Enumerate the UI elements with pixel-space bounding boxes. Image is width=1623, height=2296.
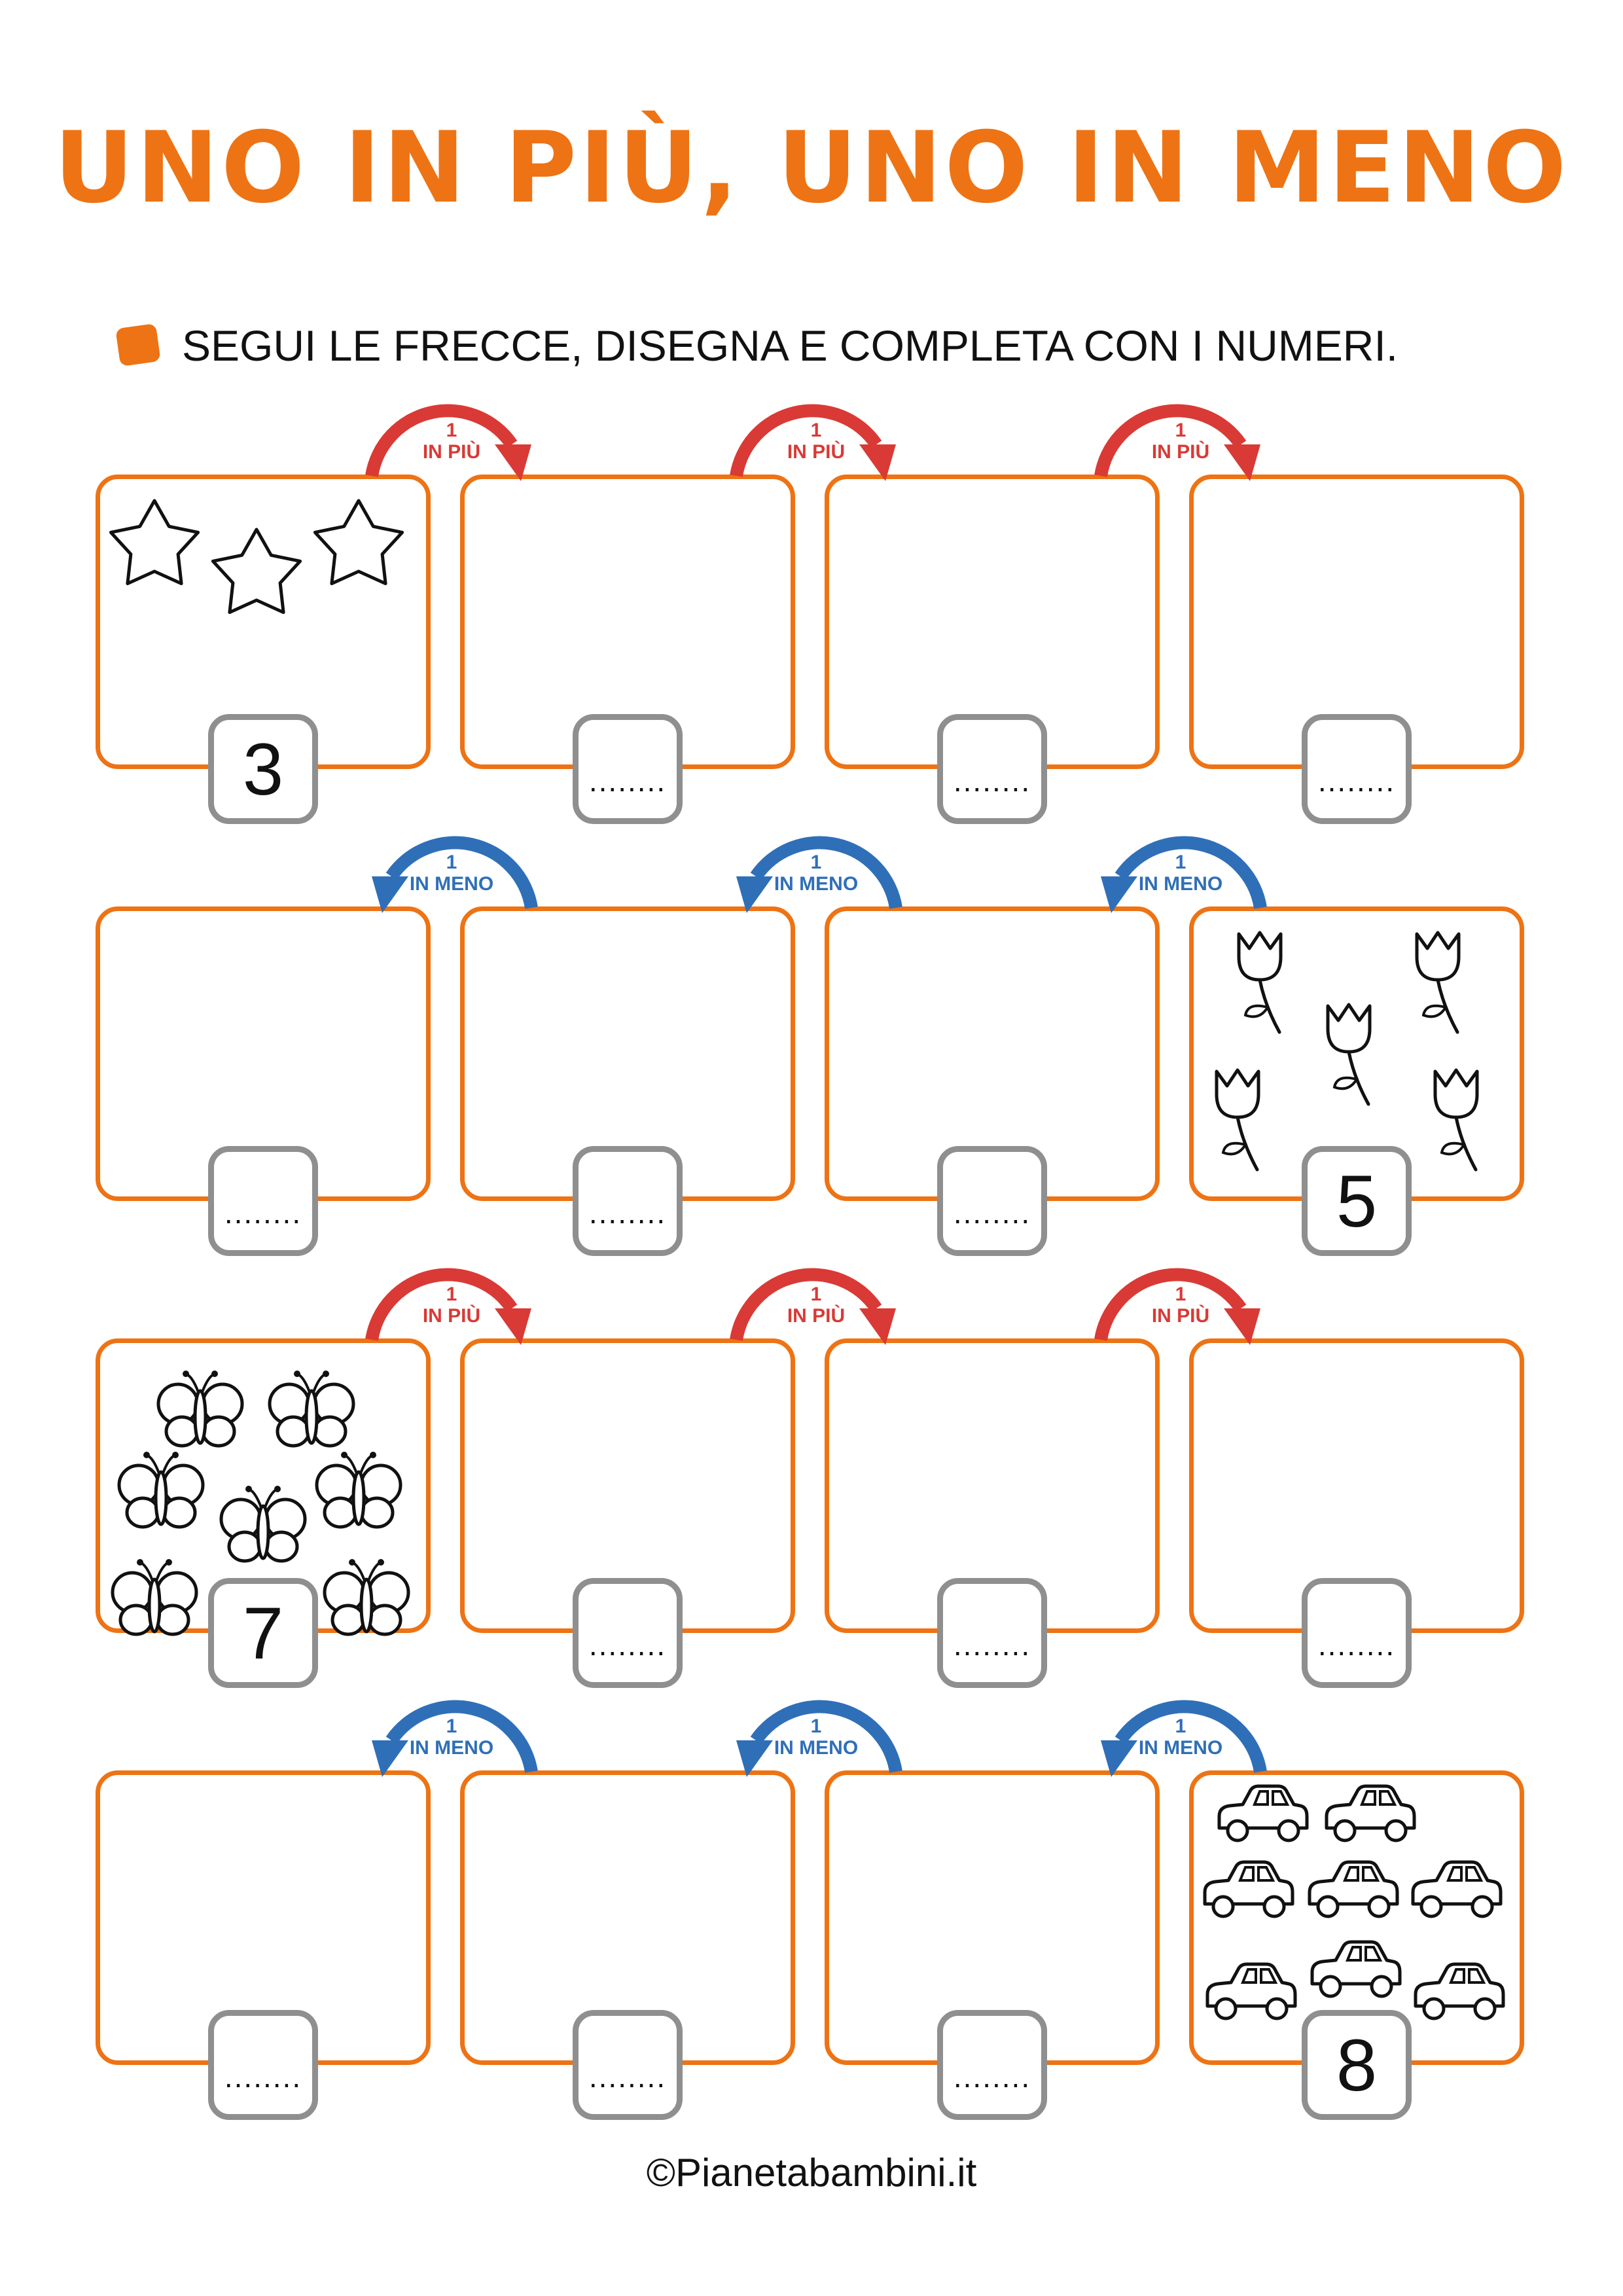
car-icon [1207,1964,1295,2018]
butterfly-icon [221,1486,305,1561]
arrow-label-number: 1 [1175,420,1186,441]
tulip-icon [1435,1070,1477,1170]
arrow-label-number: 1 [446,852,457,873]
answer-box[interactable]: ........ [937,714,1047,824]
arrow-label [770,1283,862,1327]
star-icon [315,501,402,584]
tulip-icon [1328,1005,1370,1104]
arrow-label-text: IN PIÙ [1151,1305,1210,1327]
number-box: 5 [1302,1146,1412,1256]
answer-box[interactable]: ........ [573,1578,683,1688]
arrow-label [1135,1715,1226,1759]
answer-box[interactable]: ........ [573,2010,683,2120]
answer-box[interactable]: ........ [573,714,683,824]
car-icon [1205,1862,1293,1916]
car-icon [1312,1942,1400,1996]
arrow-label-text: IN PIÙ [422,1305,481,1327]
arrow-label-number: 1 [810,1283,822,1305]
arrow-label-text: IN MENO [409,1737,494,1759]
car-icon [1219,1786,1307,1840]
arrow-label [770,1715,862,1759]
arrow-label [770,420,862,463]
tulip-icon [1239,933,1281,1032]
answer-box[interactable]: ........ [1302,714,1412,824]
butterfly-icon [325,1559,408,1634]
arrow-label-number: 1 [446,1283,457,1305]
car-icon [1413,1862,1501,1916]
arrow-label-number: 1 [446,420,457,441]
number-box: 3 [208,714,318,824]
car-icon [1327,1786,1414,1840]
star-icon [111,501,198,584]
arrow-label-number: 1 [810,420,822,441]
butterfly-icon [317,1452,401,1527]
arrow-label [1135,852,1226,895]
arrow-label [770,852,862,895]
tulip-icon [1417,933,1459,1032]
answer-box[interactable]: ........ [937,2010,1047,2120]
answer-box[interactable]: ........ [937,1578,1047,1688]
arrow-label [1135,1283,1226,1327]
answer-box[interactable]: ........ [573,1146,683,1256]
arrow-label-text: IN MENO [774,873,859,895]
tulip-icon [1217,1070,1258,1170]
arrow-label-text: IN MENO [774,1737,859,1759]
footer-copyright: ©Pianetabambini.it [646,2151,977,2195]
page-title: UNO IN PIÙ, UNO IN MENO [54,111,1569,225]
arrow-label-number: 1 [1175,1715,1186,1737]
arrow-label-text: IN MENO [1138,873,1223,895]
arrow-label-number: 1 [446,1715,457,1737]
answer-box[interactable]: ........ [208,2010,318,2120]
arrow-label-text: IN MENO [409,873,494,895]
arrow-label-text: IN PIÙ [787,1305,846,1327]
arrow-label [406,420,497,463]
arrow-label [406,852,497,895]
arrow-label-text: IN PIÙ [1151,441,1210,463]
answer-box[interactable]: ........ [208,1146,318,1256]
arrow-label [406,1715,497,1759]
instruction-bullet [115,323,160,367]
number-box: 8 [1302,2010,1412,2120]
arrow-label-text: IN PIÙ [422,441,481,463]
butterfly-icon [113,1559,196,1634]
arrow-label-text: IN PIÙ [787,441,846,463]
answer-box[interactable]: ........ [937,1146,1047,1256]
arrow-label-number: 1 [1175,852,1186,873]
arrow-label-number: 1 [810,852,822,873]
car-icon [1416,1964,1503,2018]
star-icon [213,529,300,613]
instruction-text: SEGUI LE FRECCE, DISEGNA E COMPLETA CON I NUMERI. [182,321,1399,370]
car-icon [1310,1862,1397,1916]
arrow-label-number: 1 [810,1715,822,1737]
arrow-label [1135,420,1226,463]
answer-box[interactable]: ........ [1302,1578,1412,1688]
butterfly-icon [270,1371,353,1446]
arrow-label [406,1283,497,1327]
arrow-label-text: IN MENO [1138,1737,1223,1759]
butterfly-icon [158,1371,242,1446]
arrow-label-number: 1 [1175,1283,1186,1305]
number-box: 7 [208,1578,318,1688]
butterfly-icon [119,1452,203,1527]
